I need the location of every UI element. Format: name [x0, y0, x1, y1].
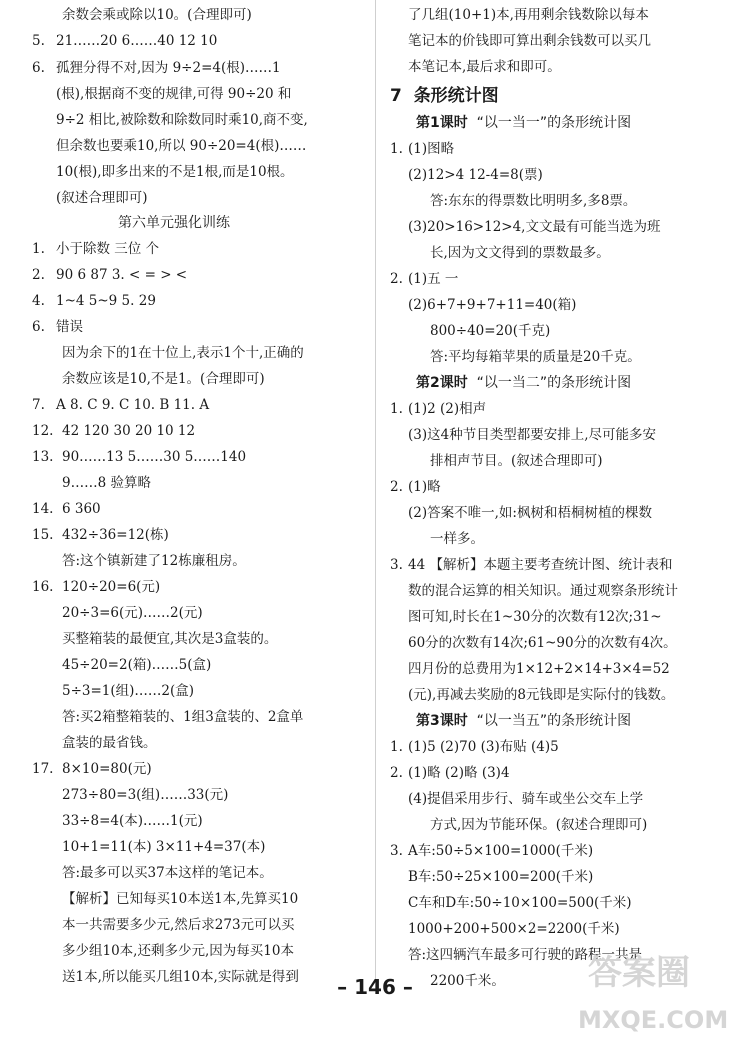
answer-line: 一样多。 — [430, 531, 484, 547]
answer-line: (2)6+7+9+7+11=40(箱) — [408, 297, 577, 313]
answer-line: 2200千米。 — [430, 973, 505, 989]
analysis-line: 送1本,所以能买几组10本,实际就是得到 — [62, 969, 299, 985]
analysis-line: 【解析】已知每买10本送1本,先算买10 — [62, 891, 299, 907]
analysis-line: (元),再减去奖励的8元钱即是实际付的钱数。 — [408, 687, 675, 703]
question-number: 13. — [32, 449, 54, 465]
answer-line: C车和D车:50÷10×100=500(千米) — [408, 895, 632, 911]
answer-line: 排相声节目。(叙述合理即可) — [430, 453, 603, 469]
question-number: 2. — [390, 479, 403, 495]
question-number: 15. — [32, 527, 54, 543]
answer-line: 9……8 验算略 — [62, 475, 151, 491]
answer-line: 6 360 — [62, 501, 101, 517]
answer-line: 小于除数 三位 个 — [56, 241, 160, 257]
lesson-heading — [416, 711, 631, 731]
answer-line: 答:买2箱整箱装的、1组3盒装的、2盒单 — [62, 709, 304, 725]
answer-line: (1)略 (2)略 (3)4 — [408, 765, 510, 781]
answer-line: (根),根据商不变的规律,可得 90÷20 和 — [56, 86, 292, 102]
answer-line: 20÷3=6(元)……2(元) — [62, 605, 203, 621]
answer-line: 答:东东的得票数比明明多,多8票。 — [430, 193, 637, 209]
analysis-line: 60分的次数有14次;61~90分的次数有4次。 — [408, 635, 677, 651]
answer-line: (1)5 (2)70 (3)布贴 (4)5 — [408, 739, 559, 755]
answer-line: (4)提倡采用步行、骑车或坐公交车上学 — [408, 791, 644, 807]
lesson-heading — [416, 113, 631, 133]
question-number: 5. — [32, 33, 45, 49]
chapter-heading — [390, 86, 499, 106]
question-number: 1. — [390, 401, 403, 417]
answer-line: 答:平均每箱苹果的质量是20千克。 — [430, 349, 641, 365]
watermark-logo: 答案圈 — [588, 953, 690, 993]
question-number: 14. — [32, 501, 54, 517]
lesson-title: “以一当二”的条形统计图 — [476, 375, 632, 391]
answer-line: (3)这4种节目类型都要安排上,尽可能多安 — [408, 427, 657, 443]
answer-line: 9÷2 相比,被除数和除数同时乘10,商不变, — [56, 112, 308, 128]
answer-line: 42 120 30 20 10 12 — [62, 423, 196, 439]
answer-line: 5÷3=1(组)……2(盒) — [62, 683, 195, 699]
question-number: 1. — [32, 241, 45, 257]
question-number: 2. — [390, 765, 403, 781]
lesson-label: 第2课时 — [416, 375, 468, 391]
answer-line: 44 【解析】本题主要考查统计图、统计表和 — [408, 557, 673, 573]
text-line: 本笔记本,最后求和即可。 — [408, 59, 561, 75]
question-number: 17. — [32, 761, 54, 777]
answer-line: B车:50÷25×100=200(千米) — [408, 869, 594, 885]
answer-line: (1)略 — [408, 479, 441, 495]
watermark-url: MXQE.COM — [578, 1006, 729, 1034]
answer-line: 90 6 87 3. < = > < — [56, 267, 188, 283]
question-number: 12. — [32, 423, 54, 439]
column-divider — [375, 0, 376, 980]
answer-line: 273÷80=3(组)……33(元) — [62, 787, 229, 803]
analysis-line: 四月份的总费用为1×12+2×14+3×4=52 — [408, 661, 670, 677]
text-line: 了几组(10+1)本,再用剩余钱数除以每本 — [408, 7, 649, 23]
answer-line: 答:最多可以买37本这样的笔记本。 — [62, 865, 273, 881]
chapter-title: 条形统计图 — [413, 86, 499, 106]
answer-line: 10(根),即多出来的不是1根,而是10根。 — [56, 164, 294, 180]
text-line: 笔记本的价钱即可算出剩余钱数可以买几 — [408, 33, 651, 49]
analysis-line: 本一共需要多少元,然后求273元可以买 — [62, 917, 295, 933]
lesson-title: “以一当五”的条形统计图 — [476, 713, 632, 729]
answer-line: 8×10=80(元) — [62, 761, 152, 777]
answer-line: 孤狸分得不对,因为 9÷2=4(根)……1 — [56, 60, 281, 76]
answer-line: 余数应该是10,不是1。(合理即可) — [62, 371, 265, 387]
question-number: 3. — [390, 843, 403, 859]
answer-line: 120÷20=6(元) — [62, 579, 161, 595]
lesson-heading — [416, 373, 631, 393]
answer-line: 1000+200+500×2=2200(千米) — [408, 921, 620, 937]
question-number: 6. — [32, 60, 45, 76]
answer-line: 45÷20=2(箱)……5(盒) — [62, 657, 212, 673]
analysis-line: 数的混合运算的相关知识。通过观察条形统计 — [408, 583, 678, 599]
lesson-label: 第3课时 — [416, 713, 468, 729]
answer-line: 432÷36=12(栋) — [62, 527, 169, 543]
answer-line: 答:这个镇新建了12栋廉租房。 — [62, 553, 246, 569]
answer-line: 买整箱装的最便宜,其次是3盒装的。 — [62, 631, 278, 647]
text-line: 余数会乘或除以10。(合理即可) — [62, 7, 252, 23]
question-number: 2. — [32, 267, 45, 283]
answer-line: 长,因为文文得到的票数最多。 — [430, 245, 610, 261]
answer-line: 90……13 5……30 5……140 — [62, 449, 247, 465]
lesson-title: “以一当一”的条形统计图 — [476, 115, 632, 131]
analysis-line: 多少组10本,还剩多少元,因为每买10本 — [62, 943, 294, 959]
question-number: 1. — [390, 141, 403, 157]
answer-line: 33÷8=4(本)……1(元) — [62, 813, 203, 829]
question-number: 16. — [32, 579, 54, 595]
answer-line: 方式,因为节能环保。(叙述合理即可) — [430, 817, 648, 833]
lesson-label: 第1课时 — [416, 115, 468, 131]
answer-line: (1)五 一 — [408, 271, 459, 287]
answer-line: 错误 — [56, 319, 83, 335]
page-number: – 146 – — [337, 975, 413, 999]
answer-line: 21……20 6……40 12 10 — [56, 33, 218, 49]
answer-line: 盒装的最省钱。 — [62, 735, 157, 751]
question-number: 1. — [390, 739, 403, 755]
section-heading: 第六单元强化训练 — [118, 215, 230, 231]
question-number: 4. — [32, 293, 45, 309]
answer-line: (2)答案不唯一,如:枫树和梧桐树植的棵数 — [408, 505, 652, 521]
answer-line: (2)12>4 12-4=8(票) — [408, 167, 543, 183]
answer-line: A 8. C 9. C 10. B 11. A — [56, 397, 210, 413]
answer-line: 但余数也要乘10,所以 90÷20=4(根)…… — [56, 138, 307, 154]
answer-line: (叙述合理即可) — [56, 190, 148, 206]
answer-line: (1)图略 — [408, 141, 455, 157]
answer-line: (1)2 (2)相声 — [408, 401, 487, 417]
answer-line: 因为余下的1在十位上,表示1个十,正确的 — [62, 345, 304, 361]
answer-line: A车:50÷5×100=1000(千米) — [408, 843, 594, 859]
chapter-number: 7 — [390, 86, 402, 106]
answer-line: 答:这四辆汽车最多可行驶的路程一共是 — [408, 947, 643, 963]
question-number: 6. — [32, 319, 45, 335]
analysis-line: 图可知,时长在1~30分的次数有12次;31~ — [408, 609, 662, 625]
answer-line: (3)20>16>12>4,文文最有可能当选为班 — [408, 219, 661, 235]
question-number: 7. — [32, 397, 45, 413]
answer-line: 10+1=11(本) 3×11+4=37(本) — [62, 839, 266, 855]
question-number: 2. — [390, 271, 403, 287]
question-number: 3. — [390, 557, 403, 573]
answer-line: 800÷40=20(千克) — [430, 323, 551, 339]
answer-line: 1~4 5~9 5. 29 — [56, 293, 156, 309]
